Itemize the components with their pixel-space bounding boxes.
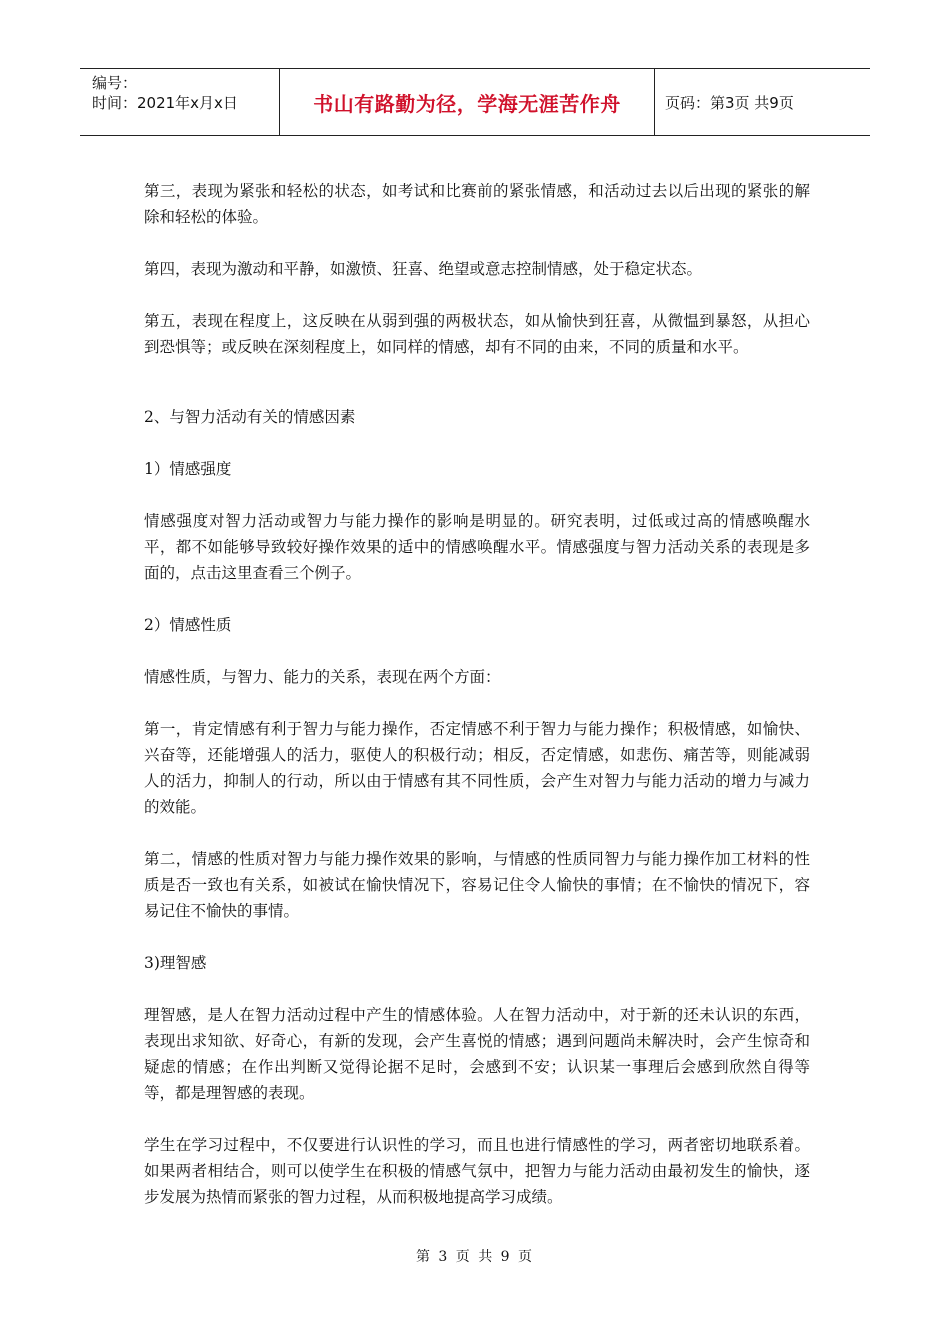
- paragraph: 情感性质，与智力、能力的关系，表现在两个方面：: [144, 668, 501, 686]
- paragraph: 第三，表现为紧张和轻松的状态，如考试和比赛前的紧张情感，和活动过去以后出现的紧张的解除和轻松的体验。: [144, 182, 810, 226]
- paragraph: 学生在学习过程中，不仅要进行认识性的学习，而且也进行情感性的学习，两者密切地联系着。如果两者相结合，则可以使学生在积极的情感气氛中，把智力与能力活动由最初发生的愉快，逐步发展为热情而紧张的智力过程，从而积极地提高学习成绩。: [144, 1136, 810, 1206]
- paragraph: 第一，肯定情感有利于智力与能力操作，否定情感不利于智力与能力操作；积极情感，如愉快、兴奋等，还能增强人的活力，驱使人的积极行动；相反，否定情感，如悲伤、痛苦等，则能减弱人的活力，抑制人的行动，所以由于情感有其不同性质，会产生对智力与能力活动的增力与减力的效能。: [144, 720, 810, 816]
- paragraph: 理智感，是人在智力活动过程中产生的情感体验。人在智力活动中，对于新的还未认识的东西，表现出求知欲、好奇心，有新的发现，会产生喜悦的情感；遇到问题尚未解决时，会产生惊奇和疑虑的情感；在作出判断又觉得论据不足时，会感到不安；认识某一事理后会感到欣然自得等等，都是理智感的表现。: [144, 1006, 810, 1102]
- header-motto: 书山有路勤为径，学海无涯苦作舟: [280, 69, 655, 135]
- header-page-indicator: 页码：第3页 共9页: [665, 93, 794, 112]
- header-meta: [80, 69, 280, 135]
- subsection-heading: 2）情感性质: [144, 616, 232, 634]
- page-header: [80, 68, 870, 136]
- subsection-heading: 3)理智感: [144, 954, 207, 972]
- paragraph: 情感强度对智力活动或智力与能力操作的影响是明显的。研究表明，过低或过高的情感唤醒水平，都不如能够导致较好操作效果的适中的情感唤醒水平。情感强度与智力活动关系的表现是多面的，点击这里查看三个例子。: [144, 512, 810, 582]
- paragraph: 第五，表现在程度上，这反映在从弱到强的两极状态，如从愉快到狂喜，从微愠到暴怒，从担心到恐惧等；或反映在深刻程度上，如同样的情感，却有不同的由来，不同的质量和水平。: [144, 312, 810, 356]
- paragraph: 第二，情感的性质对智力与能力操作效果的影响，与情感的性质同智力与能力操作加工材料的性质是否一致也有关系，如被试在愉快情况下，容易记住令人愉快的事情；在不愉快的情况下，容易记住不愉快的事情。: [144, 850, 810, 920]
- document-date-label: 时间：2021年x月x日: [92, 94, 238, 112]
- page-footer-number: 第 3 页 共 9 页: [415, 1249, 535, 1265]
- subsection-heading: 1）情感强度: [144, 460, 232, 478]
- document-body: [144, 178, 810, 1236]
- section-heading: 2、与智力活动有关的情感因素: [144, 408, 356, 426]
- paragraph: 第四，表现为激动和平静，如激愤、狂喜、绝望或意志控制情感，处于稳定状态。: [144, 260, 703, 278]
- document-number-label: 编号：: [92, 74, 138, 92]
